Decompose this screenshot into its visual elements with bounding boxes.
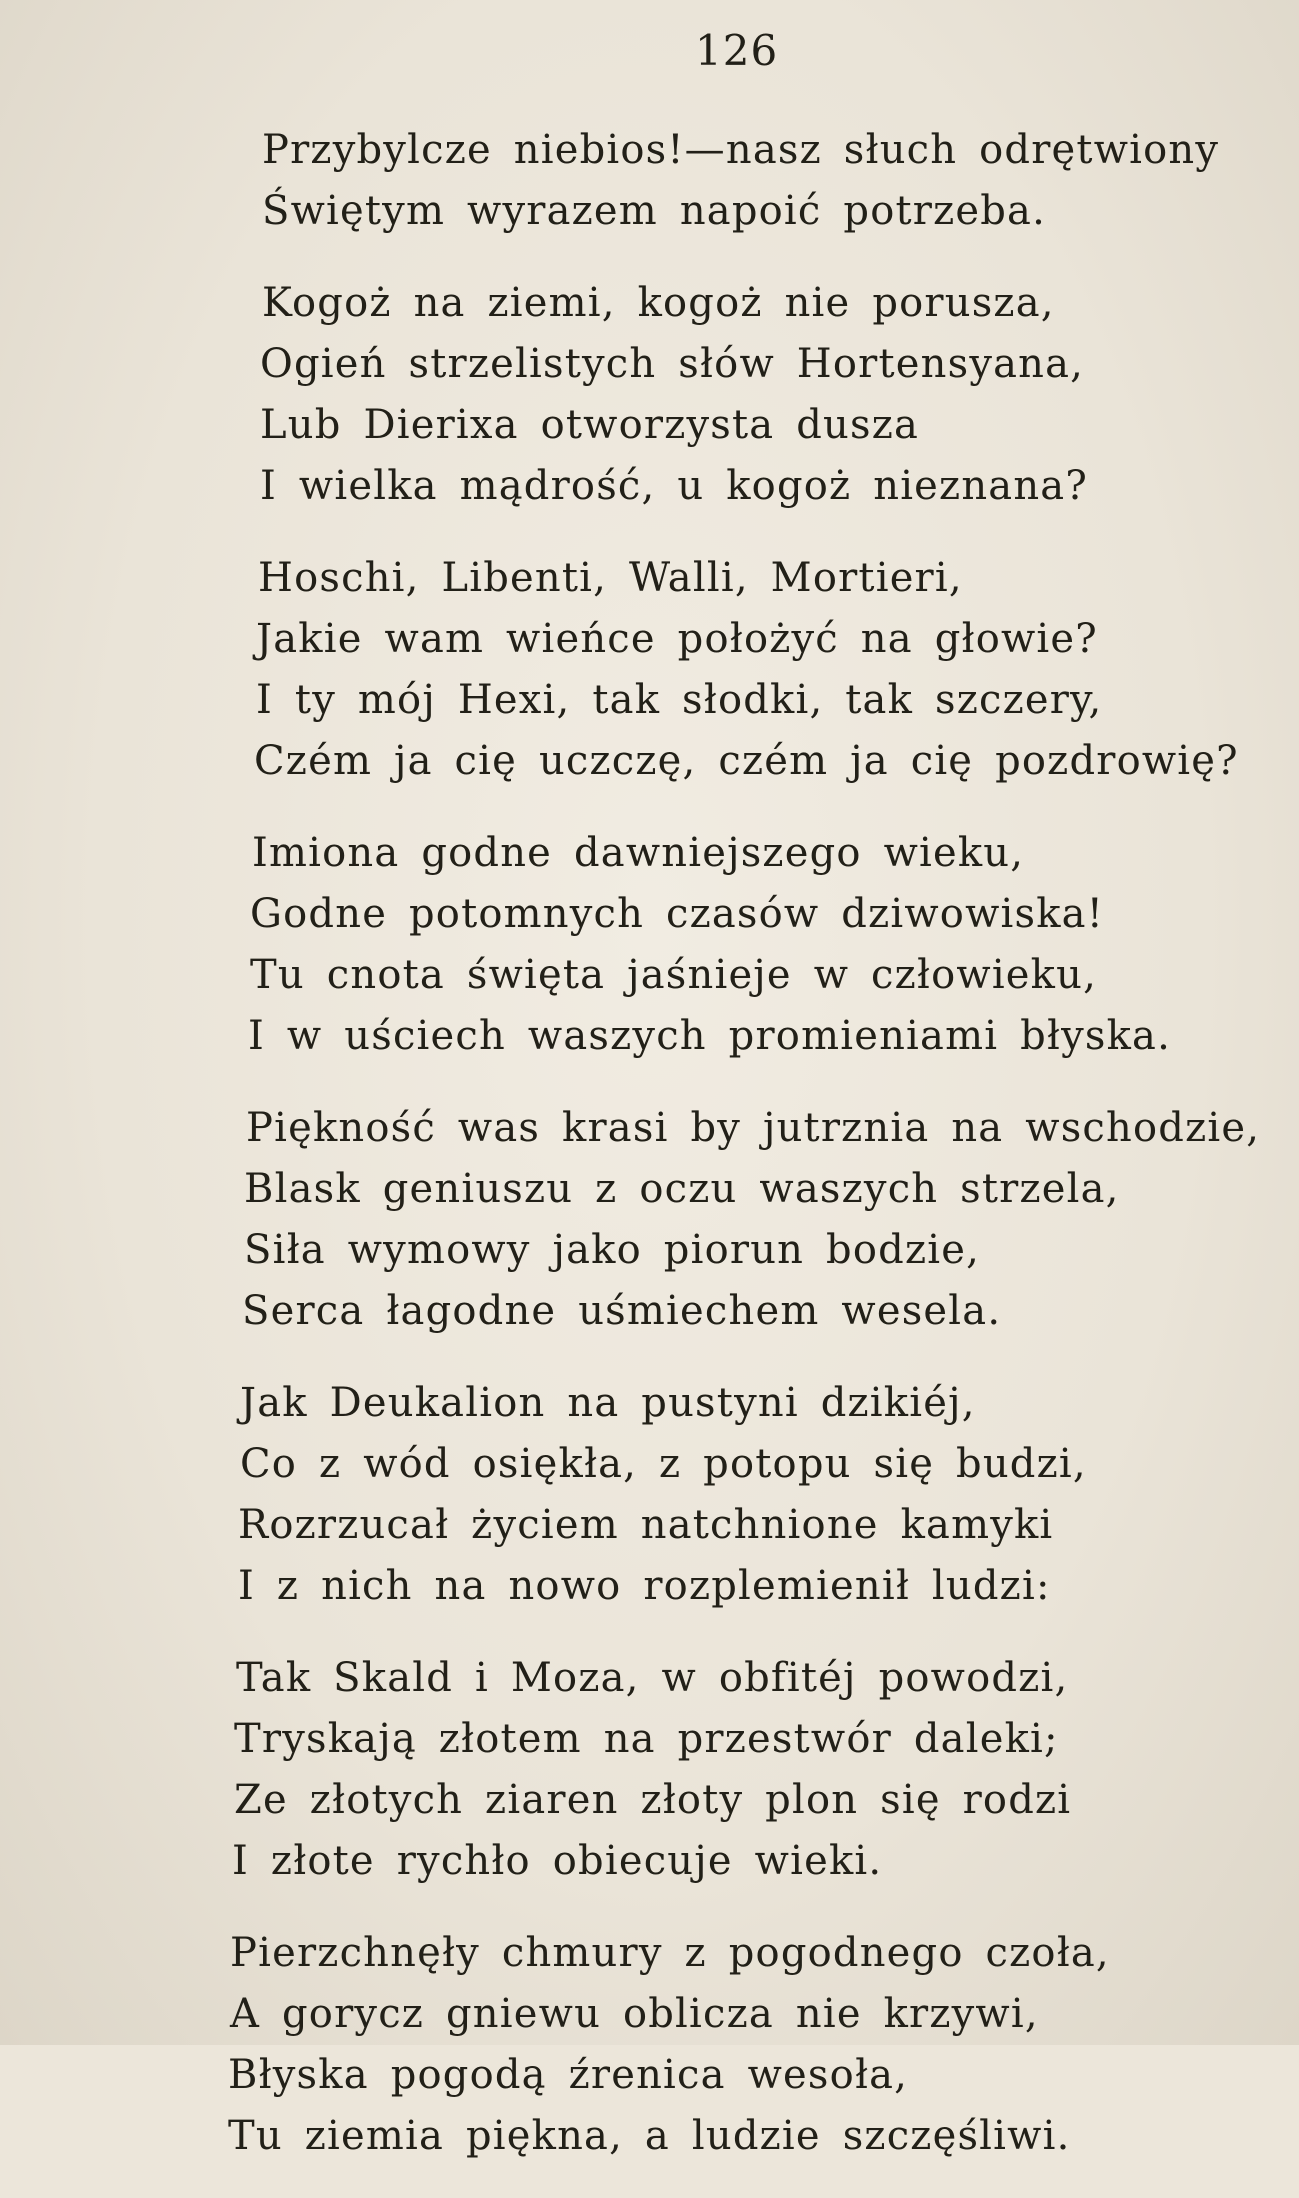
poem-line: Godne potomnych czasów dziwowiska! (250, 891, 1104, 937)
poem-line: Świętym wyrazem napoić potrzeba. (262, 188, 1047, 234)
poem-line: Kogoż na ziemi, kogoż nie porusza, (262, 280, 1055, 326)
page-number: 126 (695, 26, 779, 75)
poem-line: I z nich na nowo rozplemienił ludzi: (238, 1563, 1051, 1609)
poem-line: Tak Skald i Moza, w obfitéj powodzi, (236, 1655, 1069, 1701)
poem-line: I złote rychło obiecuje wieki. (232, 1838, 883, 1884)
stanza-2 (240, 273, 1280, 517)
poem-line: I w uściech waszych promieniami błyska. (248, 1013, 1172, 1059)
poem-line: Hoschi, Libenti, Walli, Mortieri, (258, 555, 963, 601)
poem-line: I wielka mądrość, u kogoż nieznana? (260, 463, 1088, 509)
poem-line: Pierzchnęły chmury z pogodnego czoła, (230, 1930, 1110, 1976)
poem (228, 120, 1280, 2198)
poem-line: Lub Dierixa otworzysta dusza (260, 402, 920, 448)
poem-line: Siła wymowy jako piorun bodzie, (244, 1227, 980, 1273)
poem-line: Błyska pogodą źrenica wesoła, (228, 2052, 909, 2098)
stanza-7 (232, 1648, 1280, 1892)
stanza-3 (240, 548, 1280, 792)
poem-line: Co z wód osiękła, z potopu się budzi, (240, 1441, 1087, 1487)
poem-line: Przybylcze niebios!—nasz słuch odrętwiony (262, 127, 1220, 173)
poem-line: Ogień strzelistych słów Hortensyana, (260, 341, 1085, 387)
poem-line: A gorycz gniewu oblicza nie krzywi, (230, 1991, 1039, 2037)
poem-line: Rozrzucał życiem natchnione kamyki (238, 1502, 1054, 1548)
stanza-5 (240, 1098, 1280, 1342)
poem-line: I ty mój Hexi, tak słodki, tak szczery, (256, 677, 1103, 723)
poem-line: Imiona godne dawniejszego wieku, (252, 830, 1025, 876)
poem-line: Ze złotych ziaren złoty plon się rodzi (234, 1777, 1072, 1823)
poem-line: Tu cnota święta jaśnieje w człowieku, (250, 952, 1097, 998)
stanza-8 (228, 1923, 1280, 2167)
stanza-4 (240, 823, 1280, 1067)
poem-line: Jak Deukalion na pustyni dzikiéj, (240, 1380, 976, 1426)
stanza-1 (240, 120, 1280, 242)
poem-line: Piękność was krasi by jutrznia na wschodzie, (246, 1105, 1261, 1151)
poem-line: Blask geniuszu z oczu waszych strzela, (244, 1166, 1120, 1212)
poem-line: Czém ja cię uczczę, czém ja cię pozdrowię? (254, 738, 1239, 784)
poem-line: Tu ziemia piękna, a ludzie szczęśliwi. (228, 2113, 1071, 2159)
poem-line: Tryskają złotem na przestwór daleki; (234, 1716, 1059, 1762)
poem-line: Serca łagodne uśmiechem wesela. (242, 1288, 1002, 1334)
poem-line: Jakie wam wieńce położyć na głowie? (256, 616, 1098, 662)
stanza-6 (240, 1373, 1280, 1617)
